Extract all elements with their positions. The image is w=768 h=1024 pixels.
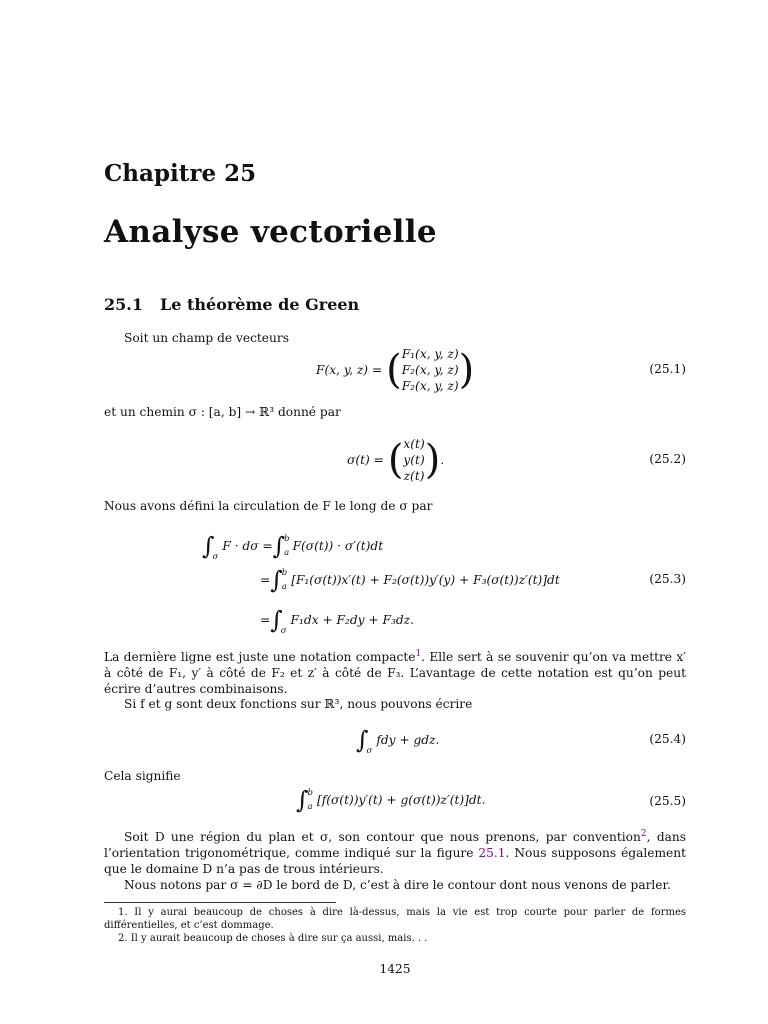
footnote-1: 1. Il y aurai beaucoup de choses à dire là-dessus, mais la vie est trop courte pour parler de formes différentielles, et c’est dommage.: [104, 907, 686, 931]
section-number: 25.1: [104, 295, 143, 314]
paragraph-4: [104, 646, 686, 697]
paragraph-6: Cela signifie: [104, 769, 181, 783]
eq3-line-3: = ∫ σ F₁dx + F₂dy + F₃dz.: [260, 606, 414, 636]
equation-25-5: ∫ b a [f(σ(t))y′(t) + g(σ(t))z′(t)]dt. (25.5): [296, 786, 686, 814]
eq2-row: z(t): [403, 469, 425, 483]
eq3-line-1: ∫ σ F · dσ = ∫ b a F(σ(t)) · σ′(t)dt: [202, 532, 384, 562]
eq1-row: F₁(x, y, z): [401, 347, 459, 361]
eq1-row: F₂(x, y, z): [401, 379, 459, 393]
eq1-vector: [402, 346, 459, 394]
paragraph-2: et un chemin σ : [a, b] → ℝ³ donné par: [104, 405, 341, 419]
eq3-l3b: F₁dx + F₂dy + F₃dz.: [290, 613, 414, 627]
eq3-l2b: [F₁(σ(t))x′(t) + F₂(σ(t))y′(y) + F₃(σ(t))z′(t)]dt: [291, 573, 560, 587]
paragraph-7-text-b: , dans l’orientation trigonométrique, comme indiqué sur la figure: [104, 830, 686, 861]
paragraph-7-text-a: Soit D une région du plan et σ, son contour que nous prenons, par convention: [124, 830, 641, 845]
eq2-row: y(t): [403, 453, 425, 467]
section-heading: [104, 295, 359, 314]
paragraph-1: Soit un champ de vecteurs: [124, 331, 289, 345]
eq2-row: x(t): [403, 437, 425, 451]
eq3-l1b: F(σ(t)) · σ′(t)dt: [292, 539, 384, 553]
eq1-row: F₂(x, y, z): [401, 363, 459, 377]
paragraph-5: Si f et g sont deux fonctions sur ℝ³, nous pouvons écrire: [124, 697, 473, 711]
eq2-lhs: σ(t) =: [347, 453, 384, 467]
eq3-l1: F · dσ =: [222, 539, 273, 553]
paragraph-4-text-a: La dernière ligne est juste une notation compacte: [104, 650, 416, 665]
eq3-number: (25.3): [649, 572, 686, 586]
footnote-ref-2[interactable]: 2: [640, 829, 647, 839]
eq5-body: [f(σ(t))y′(t) + g(σ(t))z′(t)]dt.: [316, 793, 486, 807]
footnote-2: 2. Il y aurait beaucoup de choses à dire sur ça aussi, mais. . .: [118, 933, 428, 944]
eq4-body: fdy + gdz.: [376, 733, 440, 747]
chapter-title: Analyse vectorielle: [104, 214, 437, 250]
eq2-number: (25.2): [649, 452, 686, 466]
eq3-line-2: = ∫ b a [F₁(σ(t))x′(t) + F₂(σ(t))y′(y) + F₃(σ(t))z′(t)]dt: [260, 566, 560, 594]
equation-25-3: [104, 526, 686, 638]
page: [104, 0, 686, 1024]
eq1-lhs: F(x, y, z) =: [316, 363, 383, 377]
eq2-tail: .: [440, 453, 445, 467]
equation-25-4: ∫ σ fdy + gdz. (25.4): [356, 726, 686, 756]
eq4-number: (25.4): [649, 732, 686, 746]
section-title: Le théorème de Green: [160, 295, 360, 314]
figure-link[interactable]: 25.1: [478, 846, 506, 861]
paragraph-3: Nous avons défini la circulation de F le long de σ par: [104, 499, 433, 513]
equation-25-1: F(x, y, z) = ( F₁(x, y, z) F₂(x, y, z) F₂(x, y, z) ) (25.1): [316, 347, 686, 393]
footnote-rule: [104, 902, 336, 903]
chapter-label: Chapitre 25: [104, 160, 257, 187]
eq1-number: (25.1): [649, 362, 686, 376]
eq2-vector: [403, 436, 424, 484]
eq3-l2: =: [260, 573, 271, 587]
paragraph-7-text-c: . Nous supposons également que le domaine D n’a pas de trous intérieurs.: [104, 846, 686, 877]
equation-25-2: σ(t) = ( x(t) y(t) z(t) ) . (25.2): [347, 437, 686, 483]
eq3-l3: =: [260, 613, 271, 627]
paragraph-4-text-b: . Elle sert à se souvenir qu’on va mettre x′ à côté de F₁, y′ à côté de F₂ et z′ à côté de F₃. L’avantage de cette notation est qu’on peut écrire d’autres combinaisons.: [104, 650, 686, 697]
eq5-number: (25.5): [649, 794, 686, 808]
paragraph-8: Nous notons par σ = ∂D le bord de D, c’est à dire le contour dont nous venons de parler.: [124, 878, 671, 892]
paragraph-7: [104, 826, 686, 877]
page-number: 1425: [379, 962, 411, 976]
footnote-ref-1[interactable]: 1: [415, 649, 422, 659]
